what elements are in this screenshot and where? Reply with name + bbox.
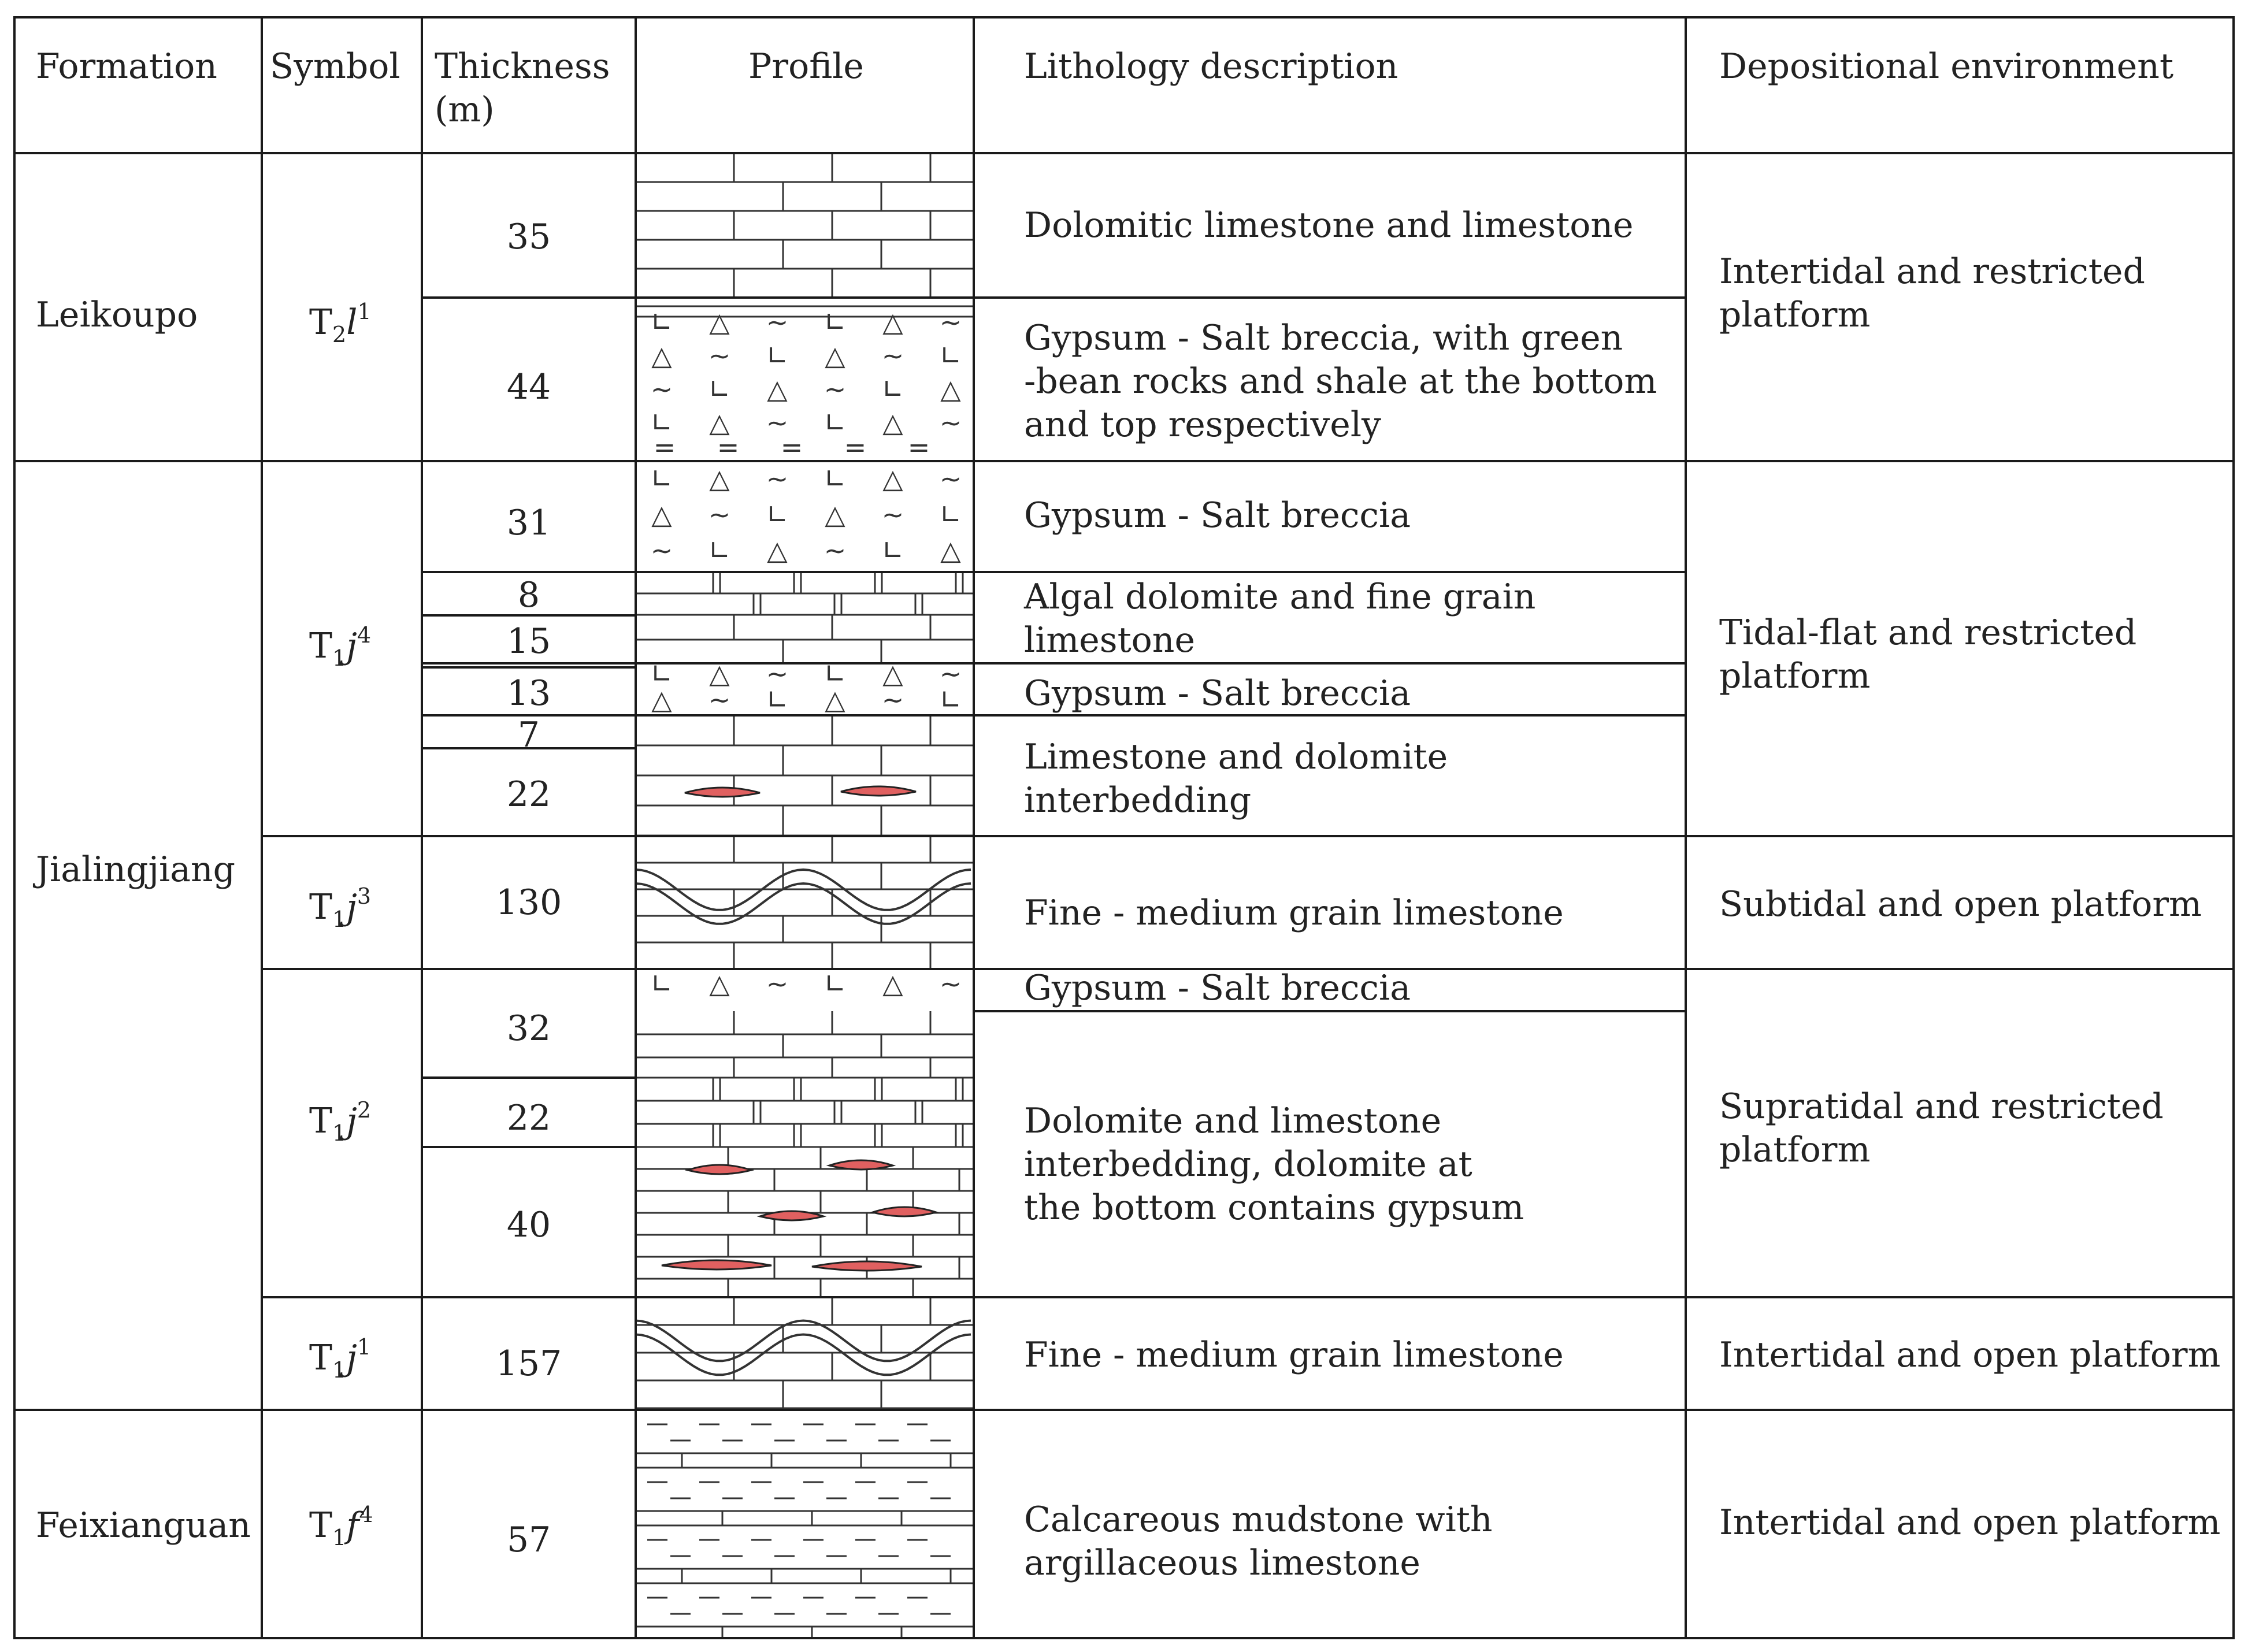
- lithology-line: Algal dolomite and fine grain: [1024, 577, 1536, 617]
- thickness-value: 13: [506, 673, 551, 714]
- breccia-glyph: △: [651, 340, 672, 372]
- breccia-glyph: ∼: [708, 499, 731, 530]
- member-symbol: $T_1j^1$: [309, 1334, 372, 1383]
- lithology-line: Gypsum - Salt breccia: [1024, 673, 1411, 714]
- shale-glyph: =: [717, 432, 740, 463]
- lithology-line: the bottom contains gypsum: [1024, 1187, 1524, 1228]
- formation-leikoupo: Leikoupo: [36, 295, 198, 335]
- breccia-glyph: △: [767, 534, 788, 566]
- breccia-glyph: △: [651, 499, 672, 530]
- breccia-glyph: ∼: [650, 373, 673, 405]
- formation-jialingjiang: Jialingjiang: [36, 849, 236, 890]
- breccia-glyph: △: [882, 968, 903, 1000]
- depositional-environments: [1719, 251, 2220, 1543]
- gypsum-nodule: [812, 1261, 922, 1271]
- thickness-value: 22: [506, 774, 551, 815]
- header-thickness-unit: (m): [435, 90, 495, 130]
- breccia-glyph: ∟: [881, 534, 904, 566]
- breccia-glyph: ∟: [939, 340, 962, 372]
- gypsum-salt-breccia-pattern: [651, 658, 962, 715]
- breccia-glyph: ∼: [939, 407, 962, 439]
- breccia-glyph: ∟: [939, 684, 962, 715]
- breccia-glyph: ∼: [823, 534, 847, 566]
- wavy-bedding-pattern: [636, 1321, 971, 1375]
- breccia-glyph: ∟: [823, 658, 847, 689]
- breccia-glyph: ∟: [708, 534, 731, 566]
- limestone-pattern: [636, 153, 974, 298]
- breccia-glyph: △: [940, 373, 961, 405]
- breccia-glyph: ∼: [881, 499, 904, 530]
- limestone-pattern: [636, 836, 974, 969]
- environment-line: Intertidal and open platform: [1719, 1335, 2221, 1375]
- environment-line: Supratidal and restricted: [1719, 1086, 2164, 1127]
- breccia-glyph: ∟: [823, 463, 847, 495]
- lithology-line: Dolomite and limestone: [1024, 1101, 1442, 1141]
- breccia-glyph: ∼: [823, 373, 847, 405]
- breccia-glyph: ∼: [881, 340, 904, 372]
- environment-line: Tidal-flat and restricted: [1719, 612, 2137, 653]
- breccia-glyph: ∟: [823, 407, 847, 439]
- breccia-glyph: ∟: [650, 306, 673, 338]
- lithology-line: Fine - medium grain limestone: [1024, 893, 1564, 933]
- environment-line: Subtidal and open platform: [1719, 884, 2202, 925]
- shale-glyph: =: [907, 432, 930, 463]
- thickness-value: 57: [506, 1520, 551, 1560]
- breccia-glyph: ∼: [939, 463, 962, 495]
- table-header: [36, 46, 2173, 130]
- gypsum-nodule: [688, 1165, 751, 1174]
- environment-line: Intertidal and open platform: [1719, 1502, 2221, 1543]
- breccia-glyph: △: [709, 306, 730, 338]
- environment-line: platform: [1719, 656, 1871, 696]
- dolomite-pattern: [636, 572, 974, 615]
- breccia-glyph: ∟: [650, 407, 673, 439]
- limestone-pattern: [636, 1011, 974, 1078]
- lithology-line: interbedding, dolomite at: [1024, 1144, 1472, 1185]
- breccia-glyph: △: [882, 306, 903, 338]
- gypsum-nodule: [841, 786, 916, 796]
- thickness-value: 31: [506, 503, 551, 543]
- lithology-line: Gypsum - Salt breccia: [1024, 968, 1411, 1008]
- environment-line: platform: [1719, 1130, 1871, 1170]
- calcareous-mudstone-pattern: [636, 1424, 974, 1638]
- shale-glyph: =: [653, 432, 676, 463]
- member-symbols: [309, 299, 373, 1550]
- breccia-glyph: △: [882, 407, 903, 439]
- lithology-line: Calcareous mudstone with: [1024, 1499, 1493, 1540]
- header-thickness: Thickness: [435, 46, 610, 87]
- lithology-line: Gypsum - Salt breccia, with green: [1024, 318, 1623, 358]
- bed-thickness-values: [496, 217, 562, 1560]
- breccia-glyph: ∟: [881, 373, 904, 405]
- breccia-glyph: ∼: [708, 340, 731, 372]
- breccia-glyph: ∟: [766, 499, 789, 530]
- breccia-glyph: ∟: [939, 499, 962, 530]
- lithology-line: argillaceous limestone: [1024, 1543, 1420, 1583]
- shale-glyph: =: [780, 432, 803, 463]
- lithology-profile-column: [636, 153, 974, 1638]
- member-symbol: $T_1f^4$: [309, 1502, 373, 1550]
- thickness-value: 22: [506, 1098, 551, 1138]
- gypsum-nodule: [873, 1207, 936, 1216]
- breccia-glyph: ∼: [881, 684, 904, 715]
- breccia-glyph: ∼: [766, 407, 789, 439]
- breccia-glyph: ∼: [939, 658, 962, 689]
- breccia-glyph: ∟: [823, 968, 847, 1000]
- breccia-glyph: ∟: [823, 306, 847, 338]
- breccia-glyph: ∼: [766, 306, 789, 338]
- breccia-glyph: ∟: [708, 373, 731, 405]
- breccia-glyph: △: [709, 968, 730, 1000]
- breccia-glyph: △: [882, 658, 903, 689]
- breccia-glyph: ∟: [766, 340, 789, 372]
- thickness-value: 8: [517, 575, 540, 615]
- gypsum-nodule: [662, 1260, 771, 1269]
- breccia-glyph: △: [651, 684, 672, 715]
- gypsum-salt-breccia-pattern: [651, 307, 962, 463]
- lithology-line: limestone: [1024, 620, 1195, 660]
- lithology-line: interbedding: [1024, 780, 1252, 821]
- breccia-glyph: △: [709, 658, 730, 689]
- member-symbol: $T_1j^2$: [309, 1097, 372, 1146]
- breccia-glyph: △: [825, 684, 845, 715]
- dolomite-pattern: [636, 1078, 974, 1147]
- breccia-glyph: △: [825, 340, 845, 372]
- thickness-value: 130: [495, 882, 562, 923]
- breccia-glyph: △: [825, 499, 845, 530]
- breccia-glyph: △: [940, 534, 961, 566]
- limestone-pattern: [636, 1297, 974, 1410]
- breccia-glyph: ∟: [650, 658, 673, 689]
- breccia-glyph: △: [709, 407, 730, 439]
- shale-glyph: =: [844, 432, 867, 463]
- gypsum-salt-breccia-pattern: [651, 463, 962, 566]
- breccia-glyph: ∼: [708, 684, 731, 715]
- environment-line: platform: [1719, 295, 1871, 335]
- limestone-pattern: [636, 715, 974, 836]
- environment-line: Intertidal and restricted: [1719, 251, 2145, 292]
- lithology-line: -bean rocks and shale at the bottom: [1024, 361, 1657, 402]
- breccia-glyph: ∟: [650, 463, 673, 495]
- thickness-value: 40: [506, 1205, 551, 1245]
- thickness-value: 15: [506, 621, 551, 662]
- breccia-glyph: ∟: [650, 968, 673, 1000]
- header-environment: Depositional environment: [1719, 46, 2174, 87]
- thickness-value: 32: [506, 1008, 551, 1049]
- breccia-glyph: ∼: [939, 306, 962, 338]
- formation-feixianguan: Feixianguan: [36, 1505, 251, 1546]
- breccia-glyph: ∼: [766, 968, 789, 1000]
- breccia-glyph: △: [882, 463, 903, 495]
- member-symbol: $T_2l^1$: [309, 299, 372, 347]
- formation-names: [32, 295, 251, 1546]
- lithology-line: Limestone and dolomite: [1024, 737, 1448, 777]
- breccia-glyph: ∼: [766, 463, 789, 495]
- gypsum-nodule: [829, 1160, 893, 1170]
- limestone-pattern: [636, 615, 974, 663]
- breccia-glyph: △: [709, 463, 730, 495]
- thickness-value: 7: [517, 715, 540, 755]
- lithology-line: Gypsum - Salt breccia: [1024, 495, 1411, 536]
- limestone-pattern: [636, 1147, 974, 1297]
- lithology-line: Dolomitic limestone and limestone: [1024, 205, 1634, 246]
- thickness-value: 157: [495, 1343, 562, 1384]
- thickness-value: 44: [506, 367, 551, 407]
- lithology-line: and top respectively: [1024, 404, 1381, 445]
- gypsum-nodule: [685, 788, 760, 797]
- breccia-glyph: ∼: [766, 658, 789, 689]
- breccia-glyph: ∟: [766, 684, 789, 715]
- lithology-line: Fine - medium grain limestone: [1024, 1335, 1564, 1375]
- header-profile: Profile: [748, 46, 864, 87]
- header-symbol: Symbol: [270, 46, 400, 87]
- thickness-value: 35: [506, 217, 551, 257]
- header-lithology: Lithology description: [1024, 46, 1398, 87]
- lithology-descriptions: [1023, 205, 1657, 1583]
- member-symbol: $T_1j^3$: [309, 883, 372, 932]
- breccia-glyph: ∼: [939, 968, 962, 1000]
- breccia-glyph: △: [767, 373, 788, 405]
- header-formation: Formation: [36, 46, 217, 87]
- gypsum-salt-breccia-pattern: [651, 968, 962, 999]
- member-symbol: $T_1j^4$: [309, 622, 372, 671]
- breccia-glyph: ∼: [650, 534, 673, 566]
